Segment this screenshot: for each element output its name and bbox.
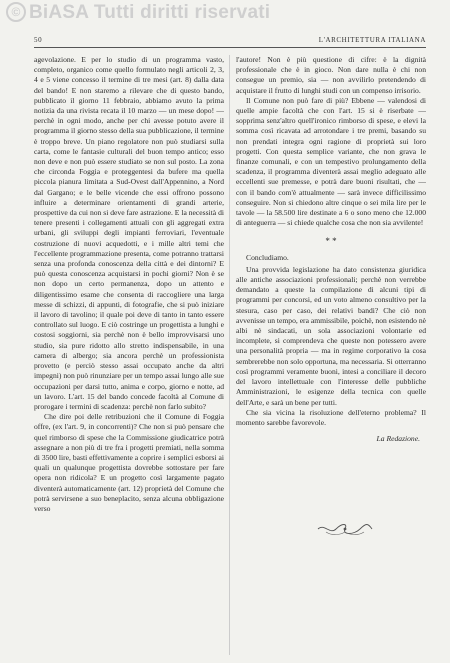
section-separator: * * — [325, 236, 337, 247]
copyright-icon: © — [6, 2, 26, 22]
page-number: 50 — [34, 36, 43, 44]
section-heading: Concludiamo. — [246, 252, 289, 262]
body-paragraph: Il Comune non può fare di più? Ebbene — valendosi di quelle ampie facoltà che con l'art. 15 si è riserbate — sopprima senz'altro quell'ironico rimborso di spese, e elevi la somma così ricavata ad arrotondare i tre premi, basando su non prendati integra ogni ragione di proprietà sui loro progetti. Con questa semplice variante, che non grava le finanze comunali, e con un tempestivo prolungamento della scadenza, il programma diventerà assai meglio adeguato alle eccellenti sue premesse, e potrà dare buoni risultati, che — con il bando com'è attualmente — sarà invece difficilissimo conseguire. Non si chiedono altre cinque o sei mila lire per le tavole — la 58.500 lire destinate a 6 o sono meno che 12.000 di anteguerra — si chiede qualche cosa che non sia avvilente! — [236, 95, 426, 228]
header-rule — [34, 47, 426, 48]
watermark-text: BiASA Tutti diritti riservati — [29, 2, 271, 23]
watermark — [6, 2, 446, 30]
left-column — [34, 55, 224, 655]
body-paragraph: l'autore! Non è più questione di cifre: è la dignità professionale che è in gioco. Non dare nulla è chi non consegue un premio, sia — non avvilirlo pretendendo di acquistare il frutto di lunghi studi con un compenso irrisorio. — [236, 55, 426, 95]
body-paragraph: Che sia vicina la risoluzione dell'eterno problema? Il momento sarebbe favorevole. — [236, 407, 426, 427]
body-paragraph: Una provvida legislazione ha dato consistenza giuridica alle antiche associazioni professionali; perchè non verrebbe demandato a queste la compilazione di alcuni tipi di programmi per concorsi, ed un voto almeno consultivo per la stesura, caso per caso, dei relativi bandi? Che ciò non avvenisse un tempo, era ammissibile, poichè, non esistendo nè albi nè sindacati, un sola associazioni volontarie ed incomplete, si comprendeva che queste non potessero avere una personalità propria — ma in regime corporativo la cosa sembrerebbe non solo opportuna, ma necessaria. Si otterranno così programmi veramente buoni, intesi a conciliare il decoro del lavoro intellettuale con l'interesse delle pubbliche Amministrazioni, le esigenze della tecnica con quelle dell'Arte, e sarà un bene per tutti. — [236, 264, 426, 407]
journal-title: L'ARCHITETTURA ITALIANA — [318, 36, 426, 44]
right-column — [236, 55, 426, 505]
body-paragraph: Che dire poi delle retribuzioni che il Comune di Foggia offre, (ex l'art. 9, in concorrenti)? Che non si può pensare che quel rimborso di spese che la Commissione giudicatrice potrà assegnare a non più di tre fra i progetti premiati, nella somma di 3500 lire, basti effettivamente a coprire i semplici esborsi ai quali un qualunque progettista dovrebbe sottostare per fare opera non ridicola? E un progetto così largamente pagato diventerà automaticamente (art. 12) proprietà del Comune che potrà servirsene a suo beneplacito, senza alcuna obbligazione verso — [34, 412, 224, 513]
signature: La Redazione. — [376, 434, 420, 444]
body-paragraph: agevolazione. E per lo studio di un programma vasto, completo, organico come quello formulato negli articoli 2, 3, 4 e 5 viene concesso il termine di tre mesi (art. 8) dalla data del bando! E non staremo a rilevare che di questo bando, pubblicato il giorno 11 febbraio, abbiamo avuto la prima notizia da una rivista recata il 10 marzo — un mese dopo! — perchè in ogni modo, anche per chi avesse potuto avere il programma il giorno stesso della sua pubblicazione, il termine è troppo breve. Un piano regolatore non può studiarsi sulla carta, come le fantasie culturali del buon tempo antico; esso non deve e non può essere studiato se non sul posto. La zona che circonda Foggia e proteggentesi da bufere ma quella piccola pianura limitata a Sud-Ovest dall'Appennino, a Nord dal Gargano; e le belle vicende che essi offrono possono influire a determinare orientamenti di grandi arterie, prospettive da cui non si deve fare astrazione. E la necessità di tenere presenti i collegamenti attuali con gli aggregati extra urbani, gli sviluppi degli impianti ferroviari, l'eventuale costruzione di nuovi acquedotti, e i mille altri temi che l'eccellente programmazione presenta, come potranno trattarsi senza una profonda conoscenza della città e dei dintorni? E può questa conoscenza acquistarsi in pochi giorni? Non è se non dopo un certo permanenza, dopo un attento e diligentissimo esame che consenta di raccogliere una larga messe di schizzi, di appunti, di fotografie, che si può iniziare il lavoro di tavolino; il quale poi deve di tanto in tanto essere controllato sul luogo. E ciò costringe un progettista a lunghi e costosi soggiorni, sia perchè non è bello improvvisarsi uno studio, sia pure ridotto allo stretto indispensabile, in una camera di albergo; sia ancora perchè un professionista provetto (e perciò stesso assai occupato anche da altri impegni) non può rinunziare per un tempo assai lungo alle sue occupazioni per darsi tutto, anima e corpo, giorno e notte, ad un lavoro. L'art. 15 del bando concede facoltà al Comune di prorogare i termini di scadenza: perchè non farlo subito? — [34, 55, 224, 411]
ornament-flourish-icon — [316, 521, 374, 537]
page-header — [34, 34, 426, 46]
column-divider — [229, 55, 230, 655]
